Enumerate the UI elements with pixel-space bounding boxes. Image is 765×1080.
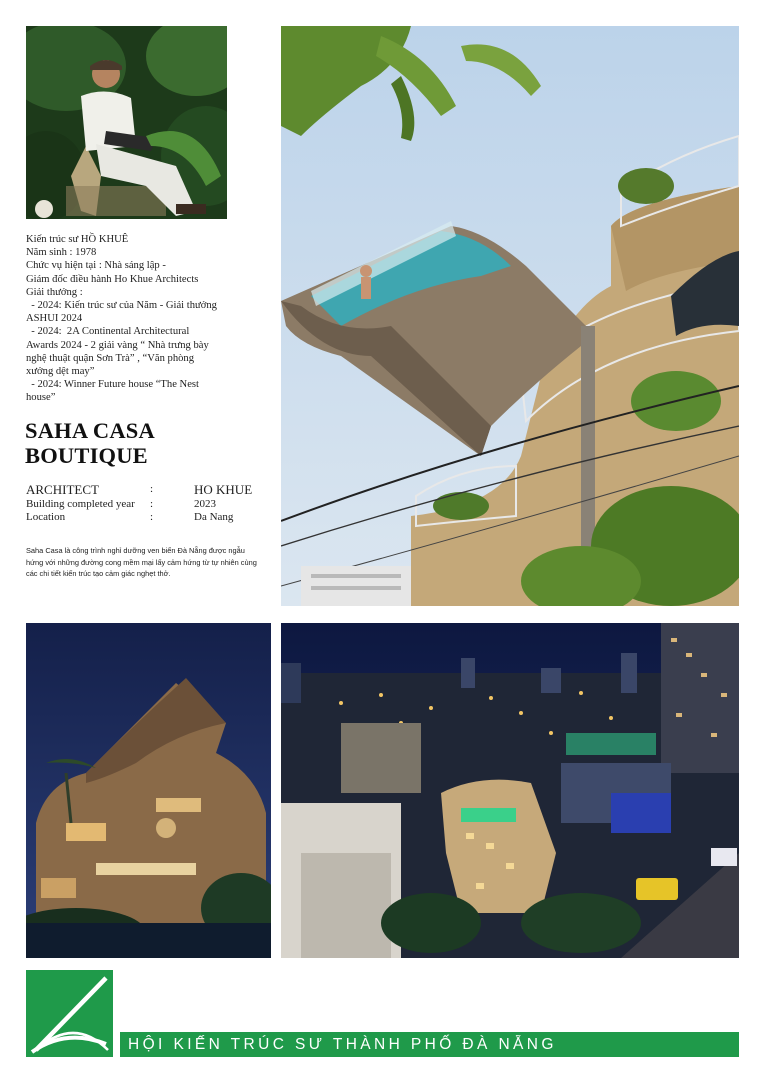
association-name-banner: HỘI KIẾN TRÚC SƯ THÀNH PHỐ ĐÀ NẴNG: [120, 1032, 739, 1057]
project-title-line: BOUTIQUE: [25, 443, 148, 468]
bio-line: Giải thưởng :: [26, 286, 83, 298]
bio-line: - 2024: Winner Future house “The Nest: [26, 379, 199, 391]
bio-line: nghệ thuật quận Sơn Trà” , “Văn phòng: [26, 352, 195, 364]
info-row-location: [26, 511, 271, 525]
architect-portrait-photo: [26, 26, 227, 219]
hktsdn-logo-icon: [26, 970, 113, 1057]
project-info-table: [26, 482, 271, 525]
project-description: Saha Casa là công trình nghỉ dưỡng ven biển Đà Nẵng được ngẫu hứng với những đường cong mềm mại lấy cảm hứng từ tự nhiên cùng các chi tiết kiến trúc tạo cảm giác nghẹt thở.: [26, 546, 257, 579]
night-building-photo: [26, 623, 271, 958]
bio-line: Awards 2024 - 2 giải vàng “ Nhà trưng bày: [26, 339, 209, 351]
bio-line: ASHUI 2024: [26, 313, 83, 325]
info-label: Location: [26, 511, 66, 523]
info-separator: :: [150, 483, 154, 495]
info-row-year: [26, 498, 271, 512]
info-separator: :: [150, 511, 154, 523]
bio-line: xưởng dệt may”: [26, 366, 95, 378]
info-value: Da Nang: [194, 511, 234, 523]
architect-bio: [26, 233, 266, 405]
project-title: [25, 418, 265, 468]
info-separator: :: [150, 497, 154, 510]
bio-line: Chức vụ hiện tại : Nhà sáng lập -: [26, 260, 166, 272]
cantilever-pool-photo: [281, 26, 739, 606]
bio-line: Giám đốc điều hành Ho Khue Architects: [26, 273, 199, 285]
bio-line: Năm sinh : 1978: [26, 247, 97, 259]
bio-line: - 2024: 2A Continental Architectural: [26, 326, 190, 338]
bio-line: - 2024: Kiến trúc sư của Năm - Giải thưởng: [26, 300, 217, 312]
bio-line: Kiến trúc sư HỒ KHUÊ: [26, 234, 129, 245]
info-label: ARCHITECT: [26, 482, 99, 497]
info-value: HO KHUE: [194, 482, 253, 497]
info-value: 2023: [194, 497, 216, 510]
project-title-line: SAHA CASA: [25, 418, 155, 443]
city-aerial-photo: [281, 623, 739, 958]
bio-line: house”: [26, 392, 56, 404]
info-row-architect: [26, 482, 271, 498]
info-label: Building completed year: [26, 497, 135, 510]
